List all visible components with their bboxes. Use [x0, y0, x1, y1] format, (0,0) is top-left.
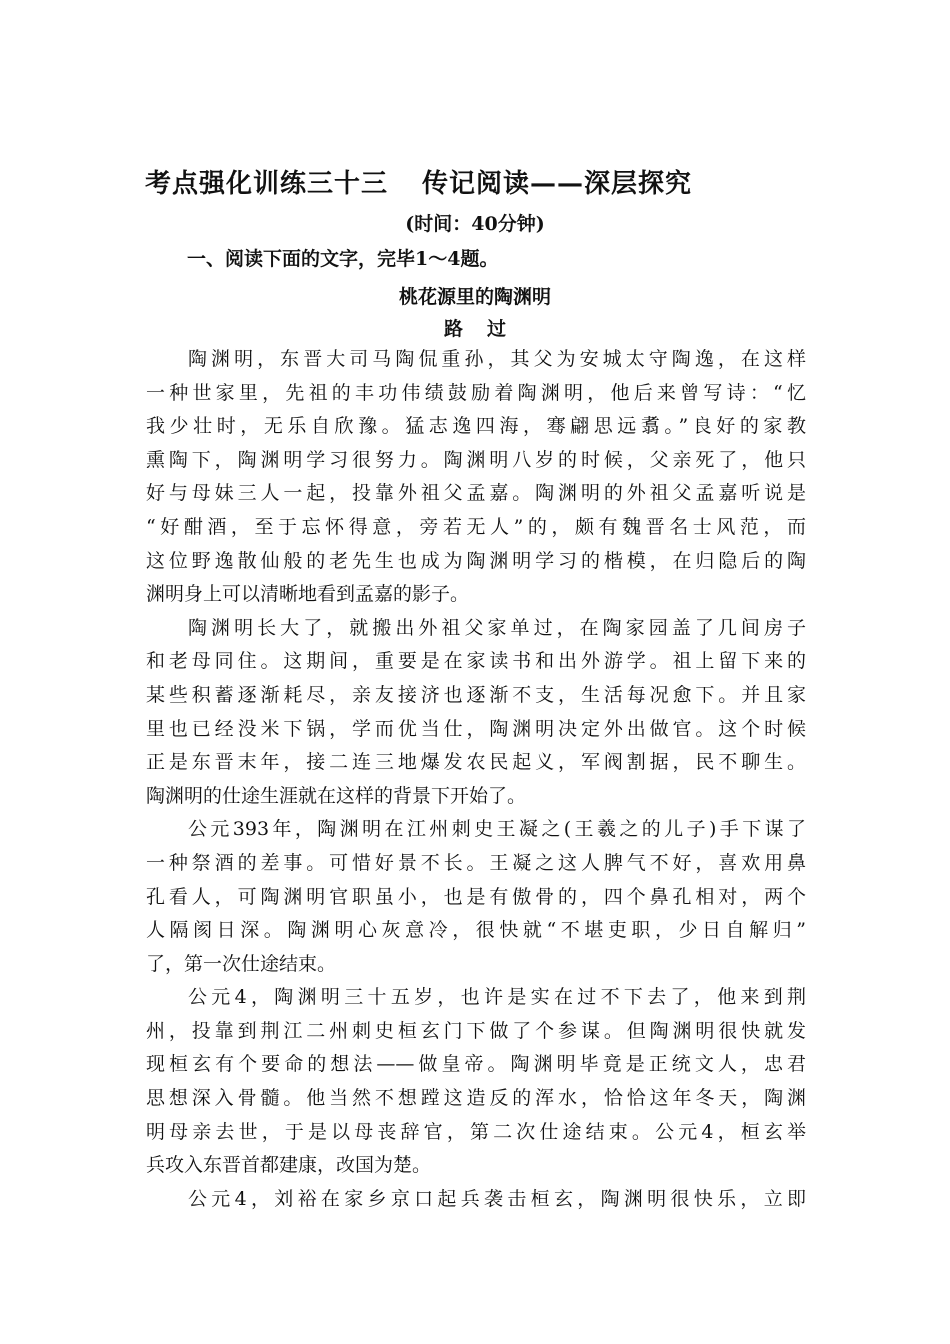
body-text-line: 一种祭酒的差事。可惜好景不长。王凝之这人脾气不好，喜欢用鼻 — [146, 851, 806, 874]
body-text-line: 一种世家里，先祖的丰功伟绩鼓励着陶渊明，他后来曾写诗：“忆 — [146, 381, 806, 404]
body-text-line: 人隔阂日深。陶渊明心灰意冷，很快就“不堪吏职，少日自解归” — [146, 919, 806, 942]
body-text-line: 陶渊明长大了，就搬出外祖父家单过，在陶家园盖了几间房子 — [188, 616, 806, 639]
body-text-line: 这位野逸散仙般的老先生也成为陶渊明学习的楷模，在归隐后的陶 — [146, 549, 806, 572]
body-text-line: 熏陶下，陶渊明学习很努力。陶渊明八岁的时候，父亲死了，他只 — [146, 448, 806, 471]
body-text-line: 现桓玄有个要命的想法——做皇帝。陶渊明毕竟是正统文人，忠君 — [146, 1053, 806, 1076]
body-text-line: 陶渊明，东晋大司马陶侃重孙，其父为安城太守陶逸，在这样 — [188, 348, 806, 370]
body-text-line: 了，第一次仕途结束。 — [146, 952, 337, 975]
body-text-line: 兵攻入东晋首都建康，改国为楚。 — [146, 1154, 432, 1177]
body-text-line: 里也已经没米下锅，学而优当仕，陶渊明决定外出做官。这个时候 — [146, 717, 806, 740]
body-text-line: 孔看人，可陶渊明官职虽小，也是有傲骨的，四个鼻孔相对，两个 — [146, 885, 806, 908]
title-left: 考点强化训练三十三 — [145, 169, 389, 199]
body-text-line: 州，投靠到荆江二州刺史桓玄门下做了个参谋。但陶渊明很快就发 — [146, 1019, 806, 1042]
body-text-line: 某些积蓄逐渐耗尽，亲友接济也逐渐不支，生活每况愈下。并且家 — [146, 683, 806, 706]
body-text-line: 明母亲去世，于是以母丧辞官，第二次仕途结束。公元4，桓玄举 — [146, 1120, 806, 1143]
body-text-line: 好与母妹三人一起，投靠外祖父孟嘉。陶渊明的外祖父孟嘉听说是 — [146, 482, 806, 505]
section-instruction: 一、阅读下面的文字，完毕1～4题。 — [187, 248, 499, 270]
body-text-line: 思想深入骨髓。他当然不想蹚这造反的浑水，恰恰这年冬天，陶渊 — [146, 1087, 806, 1110]
body-text-line: “好酣酒，至于忘怀得意，旁若无人”的，颇有魏晋名士风范，而 — [146, 515, 806, 538]
page-title — [145, 163, 692, 200]
article-body — [146, 343, 806, 1216]
body-text-line: 公元4，陶渊明三十五岁，也许是实在过不下去了，他来到荆 — [188, 986, 806, 1009]
body-text-line: 公元4，刘裕在家乡京口起兵袭击桓玄，陶渊明很快乐，立即 — [188, 1187, 806, 1210]
body-text-line: 我少壮时，无乐自欣豫。猛志逸四海，骞翩思远翥。”良好的家教 — [146, 415, 806, 438]
article-author: 路过 — [443, 318, 530, 340]
body-text-line: 公元393年，陶渊明在江州刺史王凝之(王羲之的儿子)手下谋了 — [188, 818, 806, 841]
time-note: (时间：40分钟) — [405, 213, 545, 235]
title-right: 传记阅读——深层探究 — [422, 169, 693, 199]
body-text-line: 陶渊明的仕途生涯就在这样的背景下开始了。 — [146, 784, 527, 807]
body-text-line: 正是东晋末年，接二连三地爆发农民起义，军阀割据，民不聊生。 — [146, 751, 806, 774]
body-text-line: 和老母同住。这期间，重要是在家读书和出外游学。祖上留下来的 — [146, 650, 806, 673]
article-title: 桃花源里的陶渊明 — [398, 286, 551, 308]
body-text-line: 渊明身上可以清晰地看到孟嘉的影子。 — [146, 583, 470, 606]
